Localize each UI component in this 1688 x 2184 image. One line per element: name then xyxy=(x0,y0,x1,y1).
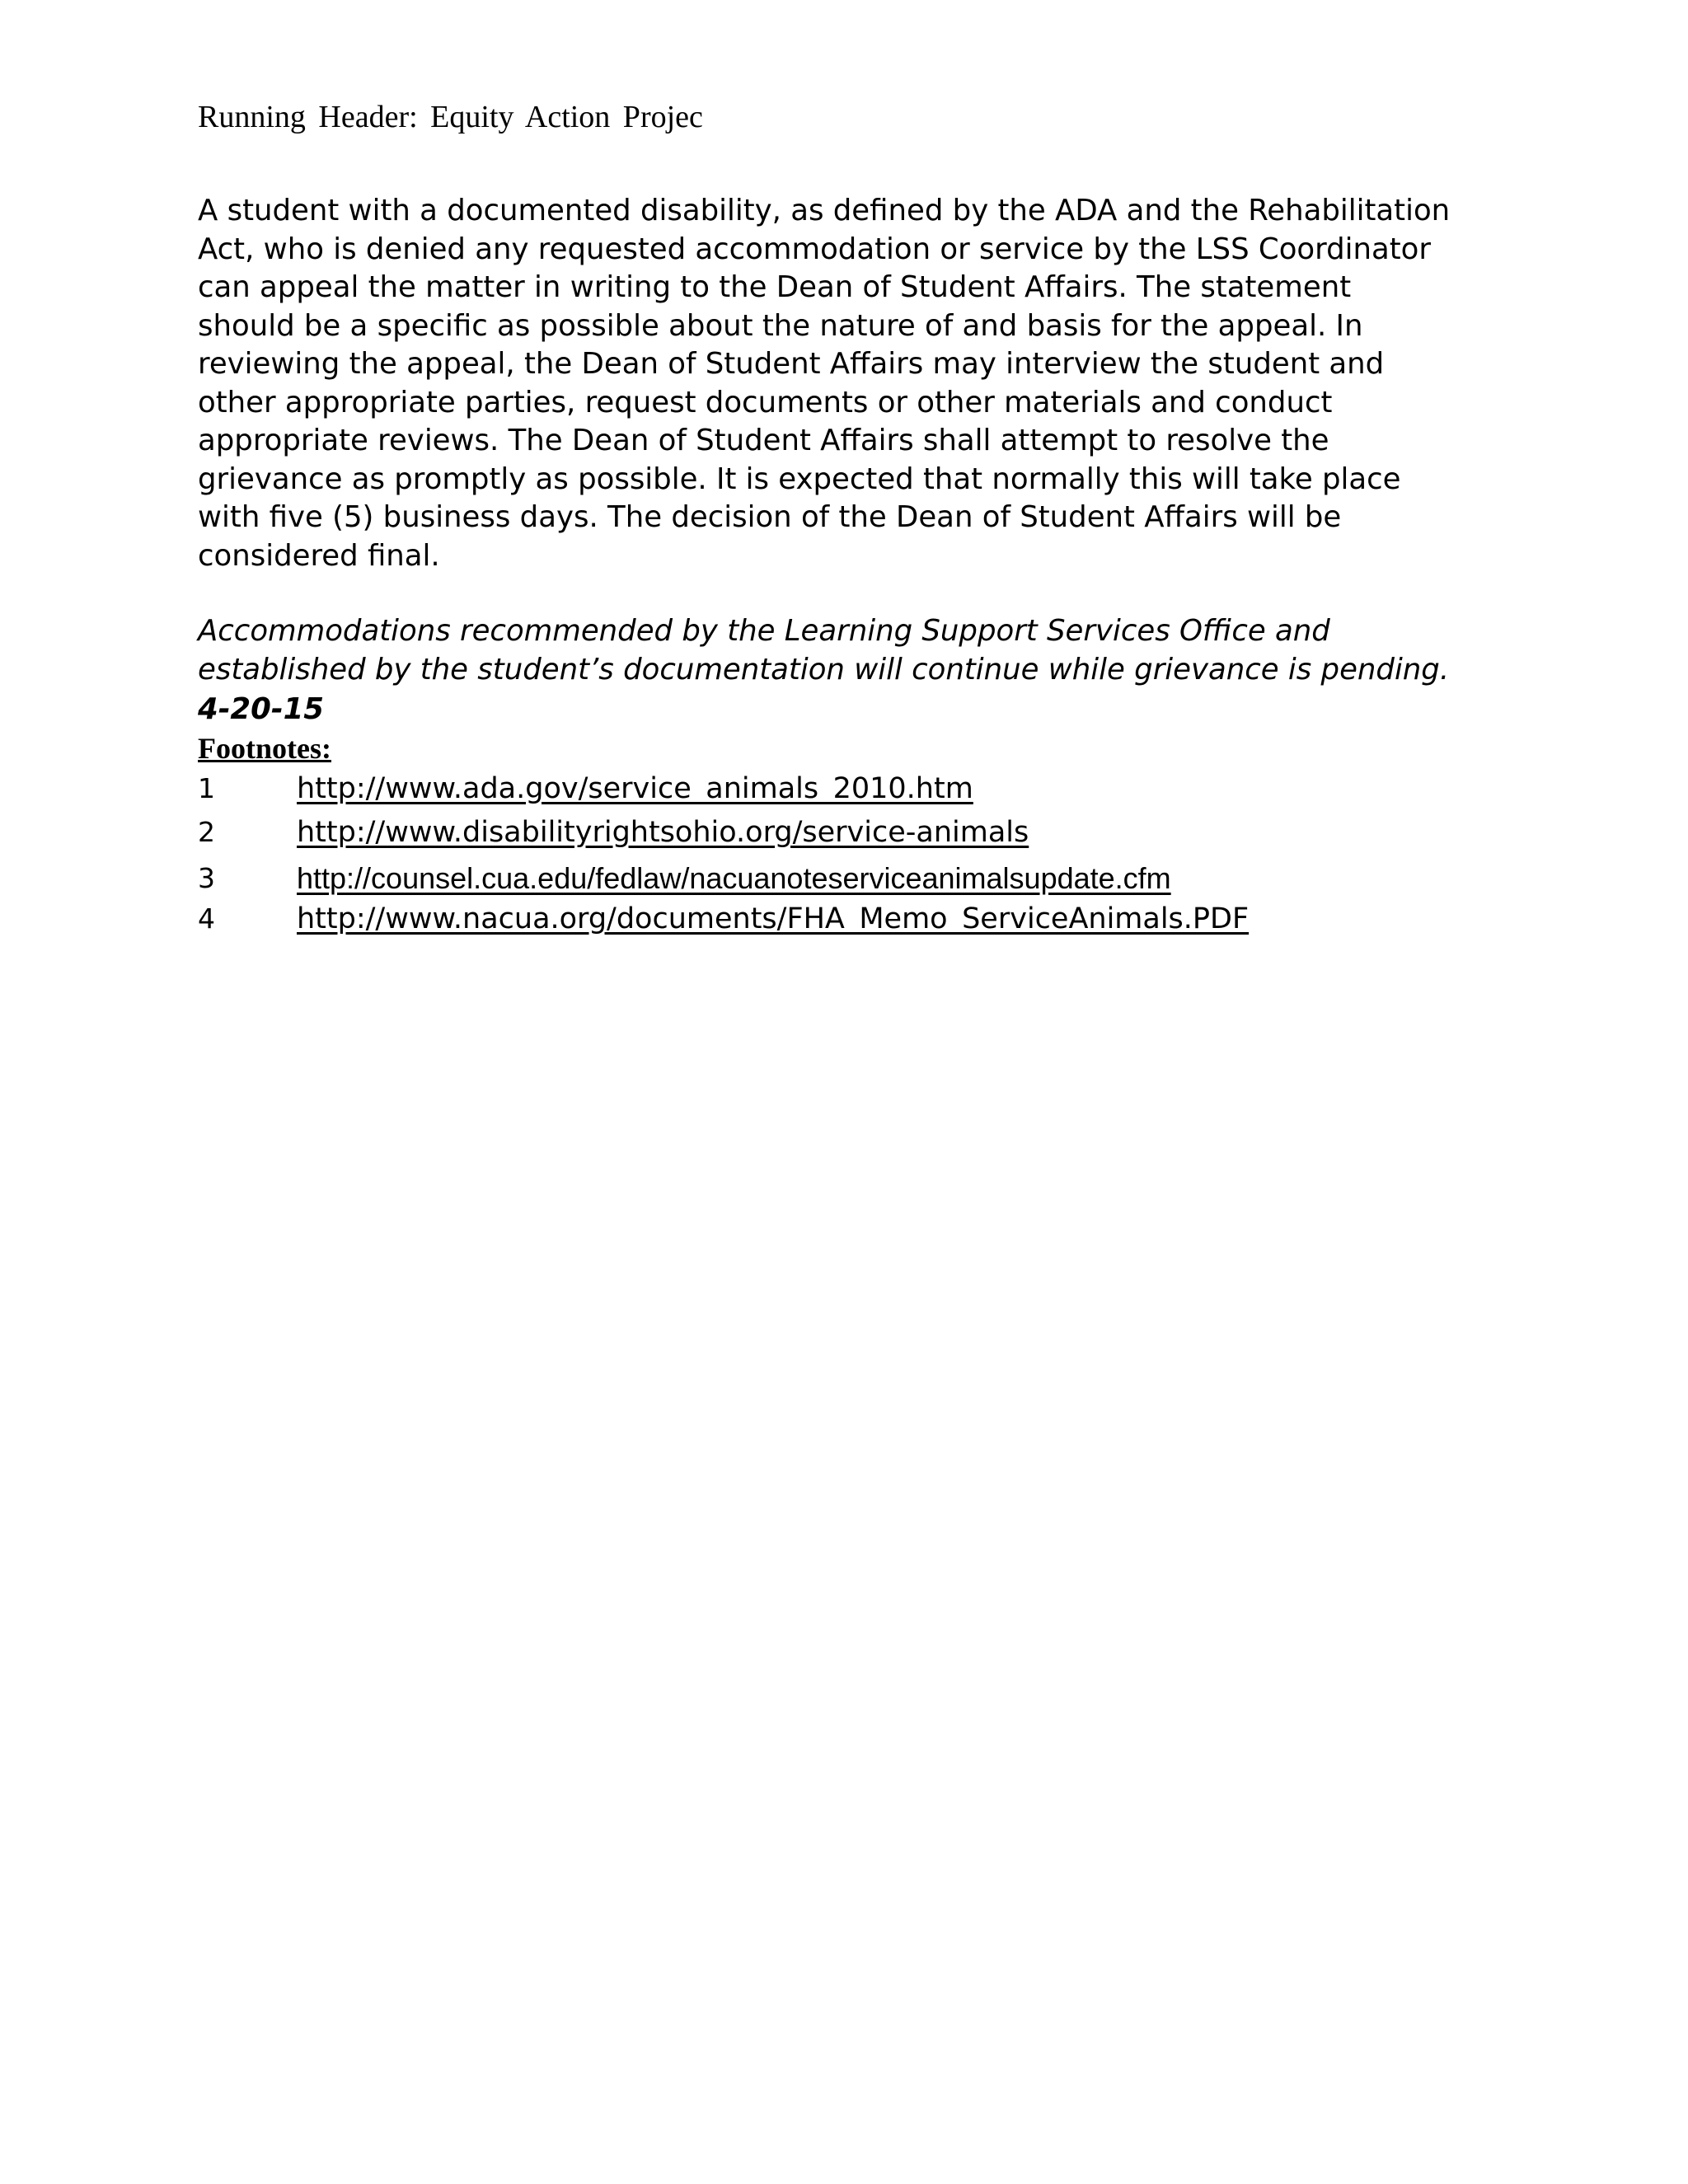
footnote-item xyxy=(198,858,1434,899)
paragraph-line: can appeal the matter in writing to the Dean of Student Affairs. The statement xyxy=(198,270,1352,304)
appeal-paragraph xyxy=(198,192,1484,575)
footnote-number: 1 xyxy=(198,772,215,804)
footnote-number: 2 xyxy=(198,816,215,848)
paragraph-line: grievance as promptly as possible. It is expected that normally this will take place xyxy=(198,462,1401,496)
paragraph-line: considered final. xyxy=(198,538,440,573)
paragraph-line: appropriate reviews. The Dean of Student Affairs shall attempt to resolve the xyxy=(198,424,1329,457)
accommodations-note xyxy=(198,612,1533,689)
footnote-link[interactable]: http://www.disabilityrightsohio.org/service-animals xyxy=(297,816,1029,849)
footnote-item xyxy=(198,898,1434,940)
running-header: Running Header: Equity Action Projec xyxy=(198,100,703,134)
paragraph-line: Act, who is denied any requested accommodation or service by the LSS Coordinator xyxy=(198,232,1431,266)
revision-date: 4-20-15 xyxy=(198,692,324,726)
footnotes-heading: Footnotes: xyxy=(198,732,331,765)
paragraph-line: other appropriate parties, request documents or other materials and conduct xyxy=(198,385,1333,419)
paragraph-line: should be a specific as possible about the nature of and basis for the appeal. In xyxy=(198,308,1363,343)
footnote-number: 3 xyxy=(198,862,215,894)
footnote-link[interactable]: http://counsel.cua.edu/fedlaw/nacuanoteserviceanimalsupdate.cfm xyxy=(297,861,1171,895)
paragraph-line: reviewing the appeal, the Dean of Student Affairs may interview the student and xyxy=(198,347,1385,381)
paragraph-line: A student with a documented disability, as defined by the ADA and the Rehabilitation xyxy=(198,194,1451,227)
footnote-link[interactable]: http://www.nacua.org/documents/FHA_Memo_ServiceAnimals.PDF xyxy=(297,902,1250,935)
footnote-link[interactable]: http://www.ada.gov/service_animals_2010.htm xyxy=(297,772,973,805)
footnote-item xyxy=(198,812,1434,853)
footnote-number: 4 xyxy=(198,902,215,935)
footnote-item xyxy=(198,768,1434,809)
note-line: Accommodations recommended by the Learning Support Services Office and xyxy=(198,614,1330,648)
note-line: established by the student’s documentation will continue while grievance is pending. xyxy=(198,652,1450,687)
paragraph-line: with five (5) business days. The decision of the Dean of Student Affairs will be xyxy=(198,500,1342,534)
